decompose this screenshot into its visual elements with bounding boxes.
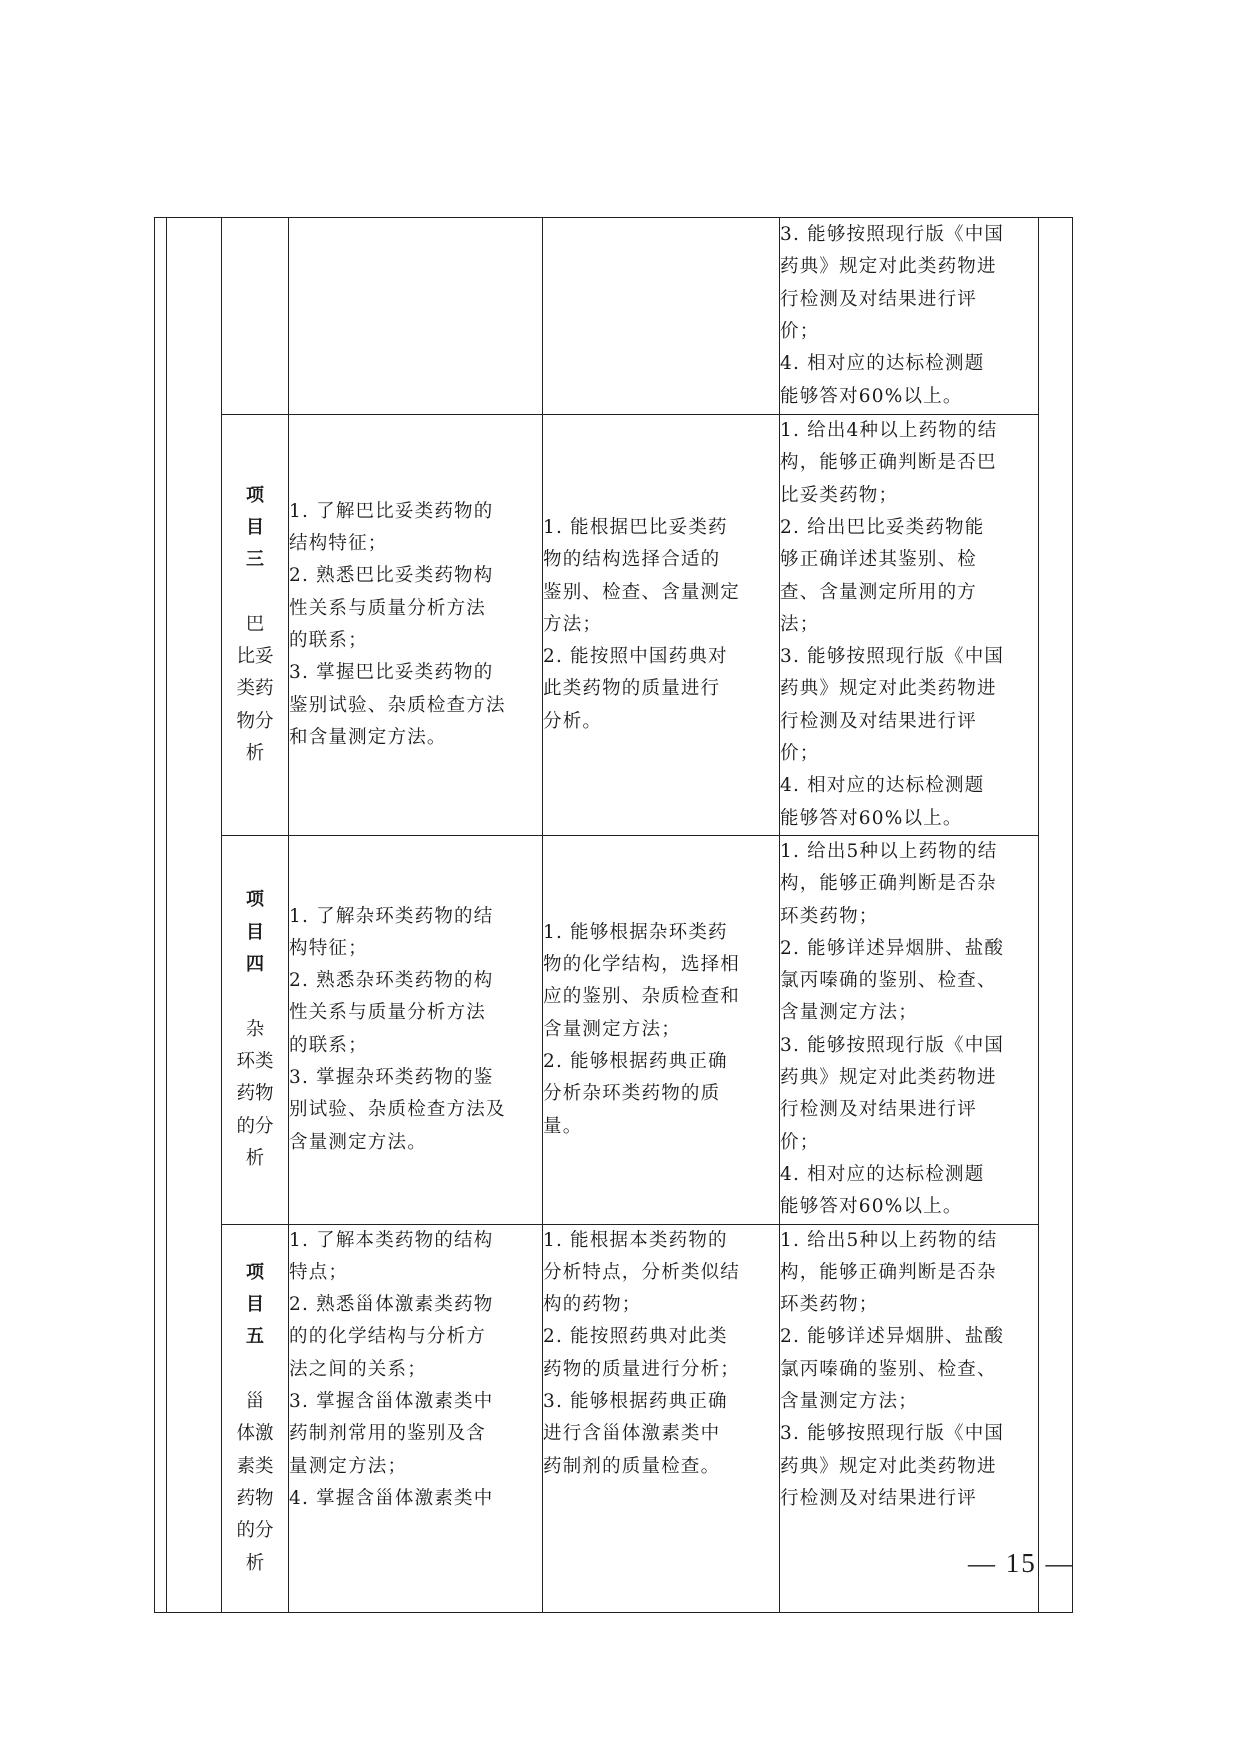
skills-cell: 1. 能够根据杂环类药 物的化学结构，选择相 应的鉴别、杂质检查和 含量测定方法； 2. 能够根据药典正确 分析杂环类药物的质 量。 bbox=[543, 836, 780, 1225]
table-row bbox=[155, 836, 1073, 1225]
skills-cell bbox=[543, 218, 780, 415]
assessment-cell: 1. 给出5种以上药物的结 构，能够正确判断是否杂 环类药物； 2. 能够详述异烟肼、盐酸 氯丙嗪确的鉴别、检查、 含量测定方法； 3. 能够按照现行版《中国 药典》规定对此类药物进 行检测及对结果进行评 价； 4. 相对应的达标检测题 能够答对60%以上。 bbox=[780, 836, 1039, 1225]
curriculum-table bbox=[154, 217, 1073, 1613]
module-cell bbox=[167, 218, 222, 1613]
table-row bbox=[155, 1224, 1073, 1613]
project-number: 项 目 三 bbox=[246, 484, 264, 571]
skills-cell: 1. 能根据本类药物的 分析特点，分析类似结 构的药物； 2. 能按照药典对此类 药物的质量进行分析； 3. 能够根据药典正确 进行含甾体激素类中 药制剂的质量检查。 bbox=[543, 1224, 780, 1613]
right-edge-cell bbox=[1039, 218, 1073, 1613]
knowledge-cell: 1. 了解杂环类药物的结 构特征； 2. 熟悉杂环类药物的构 性关系与质量分析方法 的联系； 3. 掌握杂环类药物的鉴 别试验、杂质检查方法及 含量测定方法。 bbox=[289, 836, 543, 1225]
table-row bbox=[155, 415, 1073, 836]
project-number: 项 目 五 bbox=[246, 1261, 264, 1348]
project-title-cell bbox=[222, 415, 289, 836]
project-title-cell bbox=[222, 218, 289, 415]
assessment-cell: 1. 给出4种以上药物的结 构，能够正确判断是否巴 比妥类药物； 2. 给出巴比妥类药物能 够正确详述其鉴别、检 查、含量测定所用的方 法； 3. 能够按照现行版《中国 药典》规定对此类药物进 行检测及对结果进行评 价； 4. 相对应的达标检测题 能够答对60%以上。 bbox=[780, 415, 1039, 836]
project-title-cell bbox=[222, 1224, 289, 1613]
project-number: 项 目 四 bbox=[246, 889, 264, 976]
assessment-cell: 1. 给出5种以上药物的结 构，能够正确判断是否杂 环类药物； 2. 能够详述异烟肼、盐酸 氯丙嗪确的鉴别、检查、 含量测定方法； 3. 能够按照现行版《中国 药典》规定对此类药物进 行检测及对结果进行评 bbox=[780, 1224, 1039, 1613]
project-name: 甾 体激 素类 药物 的分 析 bbox=[236, 1391, 274, 1574]
skills-cell: 1. 能根据巴比妥类药 物的结构选择合适的 鉴别、检查、含量测定 方法； 2. 能按照中国药典对 此类药物的质量进行 分析。 bbox=[543, 415, 780, 836]
project-title-cell bbox=[222, 836, 289, 1225]
project-name: 巴 比妥 类药 物分 析 bbox=[236, 613, 274, 765]
left-edge-cell bbox=[155, 218, 167, 1613]
project-name: 杂 环类 药物 的分 析 bbox=[236, 1018, 274, 1169]
page-number: — 15 — bbox=[968, 1548, 1075, 1578]
knowledge-cell bbox=[289, 218, 543, 415]
table-row bbox=[155, 218, 1073, 415]
knowledge-cell: 1. 了解巴比妥类药物的 结构特征； 2. 熟悉巴比妥类药物构 性关系与质量分析方法 的联系； 3. 掌握巴比妥类药物的 鉴别试验、杂质检查方法 和含量测定方法。 bbox=[289, 415, 543, 836]
assessment-cell: 3. 能够按照现行版《中国 药典》规定对此类药物进 行检测及对结果进行评 价； 4. 相对应的达标检测题 能够答对60%以上。 bbox=[780, 218, 1039, 415]
knowledge-cell: 1. 了解本类药物的结构 特点； 2. 熟悉甾体激素类药物 的的化学结构与分析方 法之间的关系； 3. 掌握含甾体激素类中 药制剂常用的鉴别及含 量测定方法； 4. 掌握含甾体激素类中 bbox=[289, 1224, 543, 1613]
